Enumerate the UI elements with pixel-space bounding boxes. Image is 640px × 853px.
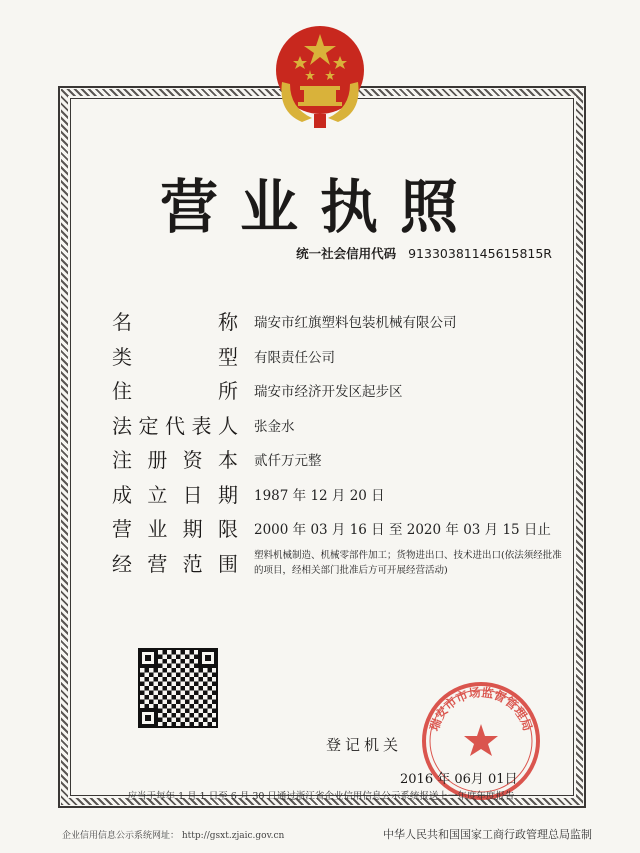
qr-code[interactable]	[138, 648, 218, 728]
site-url-link[interactable]: http://gsxt.zjaic.gov.cn	[181, 831, 285, 841]
field-value: 1987 年 12 月 20 日	[254, 487, 385, 504]
field-row-type	[112, 341, 582, 376]
field-label: 类型	[112, 344, 238, 369]
field-label: 经营范围	[112, 551, 238, 576]
registration-authority: 登记机关	[326, 736, 403, 754]
field-value: 贰仟万元整	[254, 453, 322, 469]
field-value: 有限责任公司	[254, 349, 335, 366]
credit-code-value: 91330381145615815R	[408, 246, 552, 261]
field-label: 营业期限	[112, 517, 238, 541]
field-label: 注册资本	[112, 448, 238, 472]
field-value: 2000 年 03 月 16 日 至 2020 年 03 月 15 日止	[254, 522, 551, 538]
field-row-name	[112, 306, 582, 341]
qr-finder-top-left	[138, 648, 158, 668]
field-label: 成立日期	[112, 482, 238, 507]
field-value: 塑料机械制造、机械零部件加工；货物进出口、技术进出口(依法须经批准的项目，经相关部门批准后方可开展经营活动)	[254, 549, 562, 576]
field-value: 瑞安市经济开发区起步区	[254, 384, 403, 400]
qr-finder-top-right	[198, 648, 218, 668]
field-label: 法定代表人	[112, 413, 238, 438]
field-label: 住所	[112, 379, 238, 403]
document-title: 营业执照	[159, 173, 480, 241]
field-row-established	[112, 479, 582, 514]
field-value: 瑞安市红旗塑料包装机械有限公司	[254, 315, 457, 331]
national-emblem-icon	[272, 22, 368, 130]
license-fields	[112, 306, 582, 582]
field-row-capital	[112, 444, 582, 479]
field-row-scope	[112, 548, 582, 583]
qr-finder-bottom-left	[138, 708, 158, 728]
site-label: 企业信用信息公示系统网址：	[62, 831, 180, 841]
field-row-term	[112, 513, 582, 548]
field-label: 名称	[112, 310, 238, 334]
credit-code	[296, 244, 552, 262]
annual-report-notice: 应当于每年 1 月 1 日至 6 月 30 日通过浙江省企业信用信息公示系统报送上一年度年度报告	[127, 791, 515, 802]
field-value: 张金水	[254, 418, 295, 435]
footer-site	[62, 828, 284, 841]
issue-date: 2016 年 06月 01日	[400, 772, 518, 787]
field-row-address	[112, 375, 582, 410]
credit-code-label: 统一社会信用代码	[296, 246, 397, 261]
seal-text: 瑞安市市场监督管理局	[427, 685, 535, 733]
issuer-text: 中华人民共和国国家工商行政管理总局监制	[383, 828, 592, 841]
field-row-legal-rep	[112, 410, 582, 445]
